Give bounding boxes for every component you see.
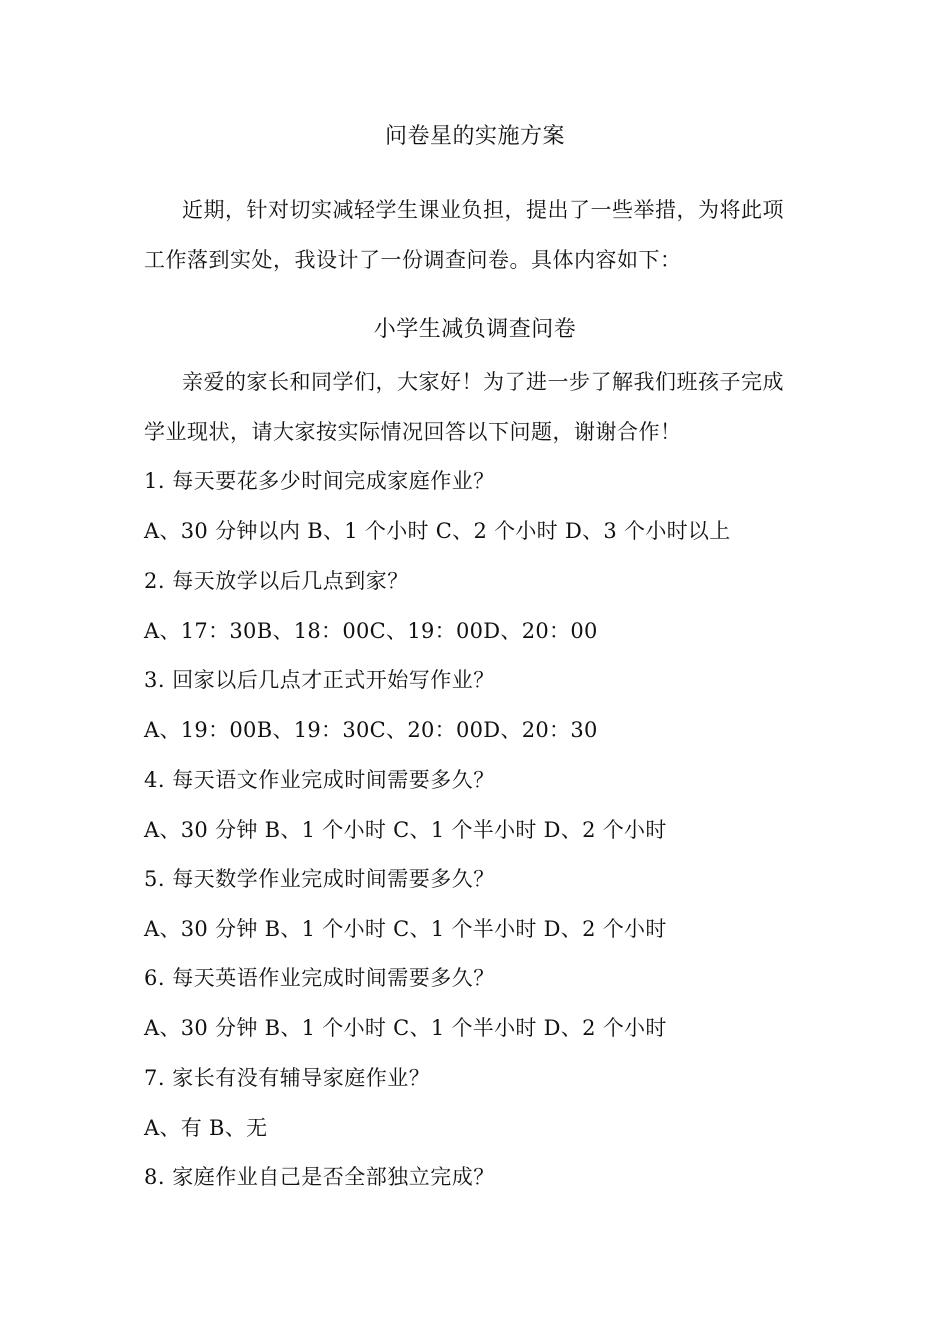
options-7: A、有 B、无 xyxy=(144,1116,268,1140)
question-6: 6. 每天英语作业完成时间需要多久？ xyxy=(144,966,495,990)
greeting-line-1: 亲爱的家长和同学们，大家好！为了进一步了解我们班孩子完成 xyxy=(182,370,784,394)
options-2: A、17：30B、18：00C、19：00D、20：00 xyxy=(144,619,598,643)
question-5: 5. 每天数学作业完成时间需要多久？ xyxy=(144,867,495,891)
options-5: A、30 分钟 B、1 个小时 C、1 个半小时 D、2 个小时 xyxy=(144,917,667,941)
question-8: 8. 家庭作业自己是否全部独立完成？ xyxy=(144,1165,495,1189)
options-4: A、30 分钟 B、1 个小时 C、1 个半小时 D、2 个小时 xyxy=(144,818,667,842)
options-3: A、19：00B、19：30C、20：00D、20：30 xyxy=(144,718,598,742)
options-1: A、30 分钟以内 B、1 个小时 C、2 个小时 D、3 个小时以上 xyxy=(144,519,731,543)
question-7: 7. 家长有没有辅导家庭作业？ xyxy=(144,1066,431,1090)
options-6: A、30 分钟 B、1 个小时 C、1 个半小时 D、2 个小时 xyxy=(144,1016,667,1040)
question-4: 4. 每天语文作业完成时间需要多久？ xyxy=(144,768,495,792)
greeting-line-2: 学业现状，请大家按实际情况回答以下问题，谢谢合作！ xyxy=(144,420,682,444)
question-2: 2. 每天放学以后几点到家？ xyxy=(144,569,409,593)
document-title: 问卷星的实施方案 xyxy=(384,124,565,149)
intro-line-1: 近期，针对切实减轻学生课业负担，提出了一些举措，为将此项 xyxy=(182,198,784,222)
intro-line-2: 工作落到实处，我设计了一份调查问卷。具体内容如下： xyxy=(144,248,682,272)
question-3: 3. 回家以后几点才正式开始写作业？ xyxy=(144,668,495,692)
question-1: 1. 每天要花多少时间完成家庭作业？ xyxy=(144,469,495,493)
survey-title: 小学生减负调查问卷 xyxy=(373,317,577,342)
